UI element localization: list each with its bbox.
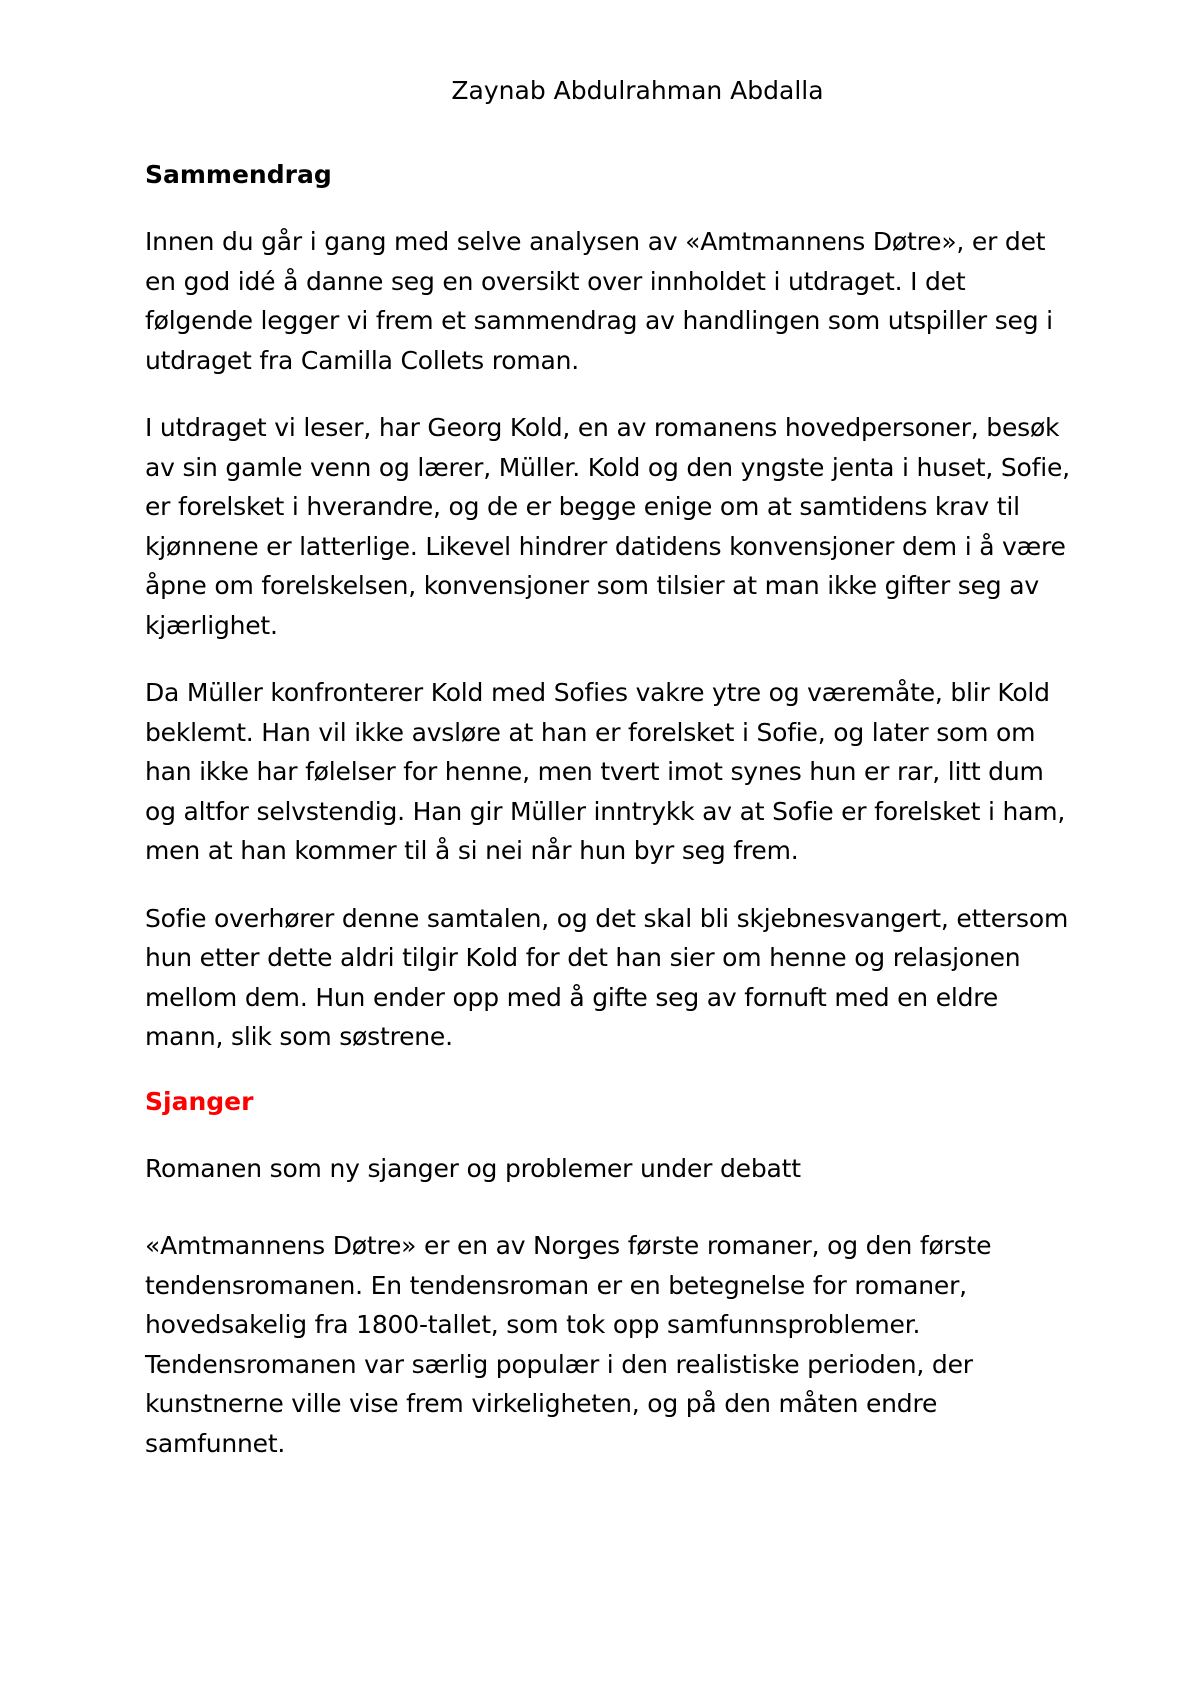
- author-name: Zaynab Abdulrahman Abdalla: [451, 76, 824, 105]
- section-summary: [145, 158, 1070, 1057]
- summary-paragraph-2: I utdraget vi leser, har Georg Kold, en av romanens hovedpersoner, besøk av sin gamle venn og lærer, Müller. Kold og den yngste jenta i huset, Sofie, er forelsket i hverandre, og de er begge enige om at samtidens krav til kjønnene er latterlige. Likevel hindrer datidens konvensjoner dem i å være åpne om forelskelsen, konvensjoner som tilsier at man ikke gifter seg av kjærlighet.: [145, 413, 1070, 640]
- section-heading-genre: Sjanger: [145, 1086, 254, 1116]
- genre-paragraph-1: «Amtmannens Døtre» er en av Norges første romaner, og den første tendensromanen. En tendensroman er en betegnelse for romaner, hovedsakelig fra 1800-tallet, som tok opp samfunnsproblemer. Tendensromanen var særlig populær i den realistiske perioden, der kunstnerne ville vise frem virkeligheten, og på den måten endre samfunnet.: [145, 1231, 992, 1458]
- summary-paragraph-3: Da Müller konfronterer Kold med Sofies vakre ytre og væremåte, blir Kold beklemt. Han vil ikke avsløre at han er forelsket i Sofie, og later som om han ikke har følelser for henne, men tvert imot synes hun er rar, litt dum og altfor selvstendig. Han gir Müller inntrykk av at Sofie er forelsket i ham, men at han kommer til å si nei når hun byr seg frem.: [145, 678, 1066, 865]
- section-heading-summary: Sammendrag: [145, 160, 332, 189]
- summary-paragraph-1: Innen du går i gang med selve analysen av «Amtmannens Døtre», er det en god idé å danne seg en oversikt over innholdet i utdraget. I det følgende legger vi frem et sammendrag av handlingen som utspiller seg i utdraget fra Camilla Collets roman.: [145, 227, 1053, 375]
- summary-paragraph-4: Sofie overhører denne samtalen, og det skal bli skjebnesvangert, ettersom hun etter dette aldri tilgir Kold for det han sier om henne og relasjonen mellom dem. Hun ender opp med å gifte seg av fornuft med en eldre mann, slik som søstrene.: [145, 903, 1069, 1051]
- genre-subheading: Romanen som ny sjanger og problemer under debatt: [145, 1153, 801, 1183]
- section-genre: [145, 1085, 1070, 1464]
